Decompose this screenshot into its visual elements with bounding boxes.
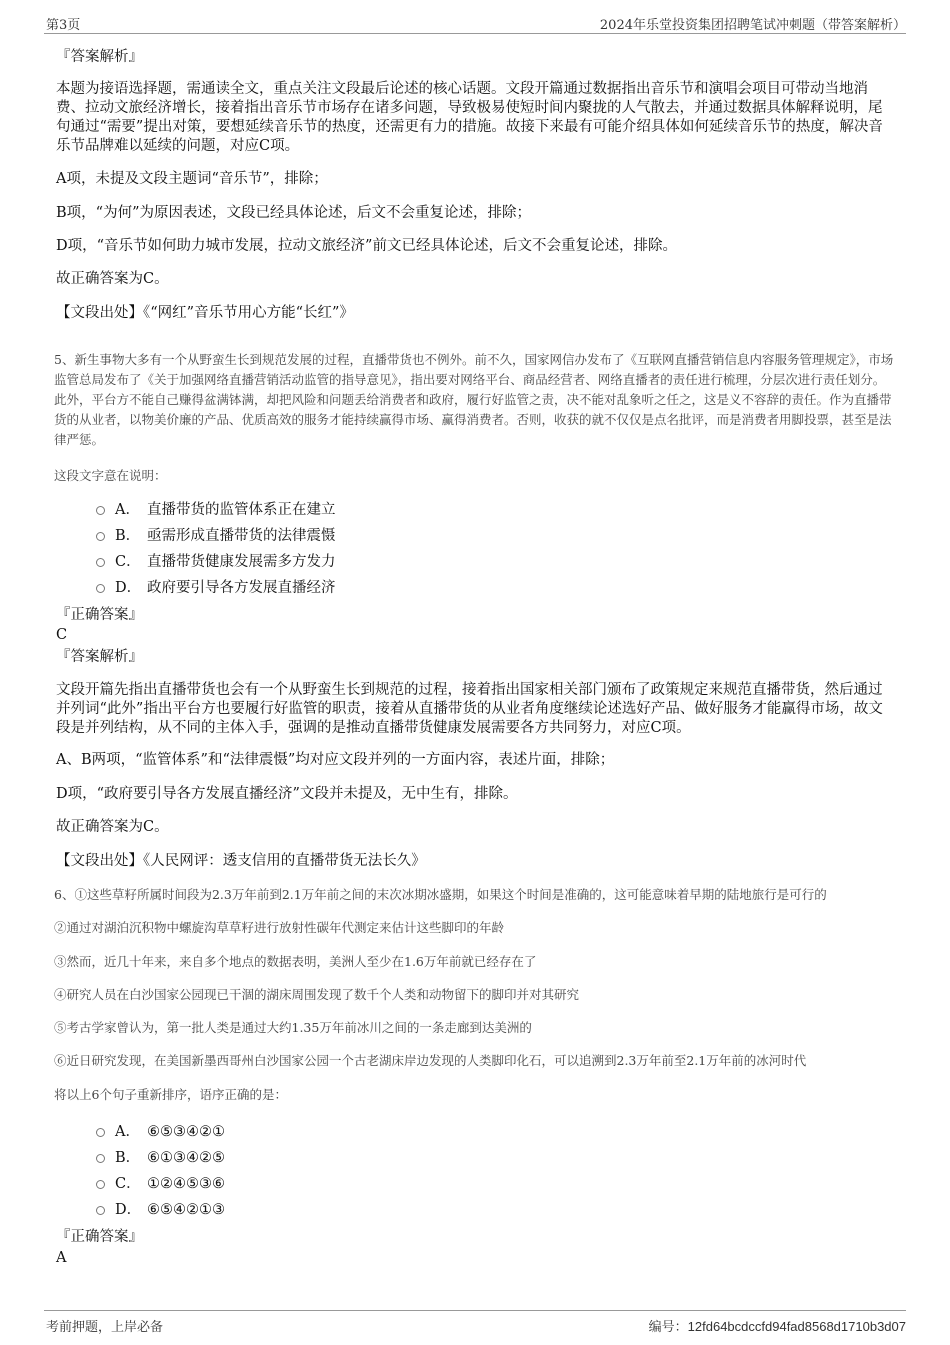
explanation-b: B项，“为何”为原因表述，文段已经具体论述，后文不会重复论述，排除；: [56, 205, 531, 221]
option-letter: C．: [115, 1176, 141, 1192]
question-6-prompt: 将以上6个句子重新排序，语序正确的是：: [54, 1087, 287, 1102]
question-5-option-a[interactable]: [96, 500, 336, 520]
option-text: ⑥⑤③④②①: [147, 1124, 225, 1140]
page-number: 第3页: [46, 18, 81, 33]
option-letter: B．: [115, 528, 141, 544]
question-6-sentence-1: 6、①这些草籽所属时间段为2.3万年前到2.1万年前之间的末次冰期冰盛期，如果这个时间是准确的，这可能意味着早期的陆地旅行是可行的: [54, 887, 827, 902]
option-text: 政府要引导各方发展直播经济: [147, 580, 336, 596]
question-6-sentence-6: ⑥近日研究发现，在美国新墨西哥州白沙国家公园一个古老湖床岸边发现的人类脚印化石，可以追溯到2.3万年前至2.1万年前的冰河时代: [54, 1053, 807, 1068]
question-6-sentence-2: ②通过对湖泊沉积物中螺旋沟草草籽进行放射性碳年代测定来估计这些脚印的年龄: [54, 920, 505, 935]
conclusion: 故正确答案为C。: [56, 819, 169, 835]
option-letter: A．: [115, 502, 140, 518]
question-6-option-d[interactable]: [96, 1200, 225, 1220]
footer-slogan: 考前押题，上岸必备: [46, 1320, 164, 1335]
header-divider: [44, 33, 906, 34]
radio-icon[interactable]: [96, 584, 105, 593]
id-code: 12fd64bcdccfd94fad8568d1710b3d07: [687, 1319, 906, 1334]
explanation-ab: A、B两项，“监管体系”和“法律震慑”均对应文段并列的一方面内容，表述片面，排除；: [56, 752, 615, 768]
footer-document-id: [649, 1316, 906, 1335]
radio-icon[interactable]: [96, 1180, 105, 1189]
option-text: ①②④⑤③⑥: [147, 1176, 225, 1192]
option-text: ⑥⑤④②①③: [147, 1202, 225, 1218]
analysis-label: 『答案解析』: [56, 649, 143, 665]
radio-icon[interactable]: [96, 1154, 105, 1163]
explanation-d: D项，“政府要引导各方发展直播经济”文段并未提及，无中生有，排除。: [56, 786, 518, 802]
footer-divider: [44, 1310, 906, 1311]
option-text: 亟需形成直播带货的法律震慑: [147, 528, 336, 544]
correct-answer: C: [56, 627, 68, 643]
conclusion: 故正确答案为C。: [56, 271, 169, 287]
question-5-option-b[interactable]: [96, 526, 336, 546]
question-6-sentence-3: ③然而，近几十年来，来自多个地点的数据表明，美洲人至少在1.6万年前就已经存在了: [54, 954, 537, 969]
explanation-d: D项，“音乐节如何助力城市发展，拉动文旅经济”前文已经具体论述，后文不会重复论述，排除。: [56, 238, 677, 254]
question-6-option-b[interactable]: [96, 1148, 225, 1168]
id-label: 编号：: [648, 1320, 688, 1335]
page-header: [0, 0, 950, 34]
correct-answer-label: 『正确答案』: [56, 607, 143, 623]
correct-answer-label: 『正确答案』: [56, 1229, 143, 1245]
analysis-text: 本题为接语选择题，需通读全文，重点关注文段最后论述的核心话题。文段开篇通过数据指出音乐节和演唱会项目可带动当地消费、拉动文旅经济增长，接着指出音乐节市场存在诸多问题，导致极易使短时间内聚拢的人气散去，并通过数据具体解释说明，尾句通过“需要”提出对策，要想延续音乐节的热度，还需更有力的措施。故接下来最有可能介绍具体如何延续音乐节的热度，解决音乐节品牌难以延续的问题，对应C项。: [56, 81, 883, 154]
question-5-option-c[interactable]: [96, 552, 336, 572]
option-letter: D．: [115, 580, 142, 596]
source-citation: 【文段出处】《“网红”音乐节用心方能“长红”》: [56, 305, 354, 321]
option-text: 直播带货健康发展需多方发力: [147, 554, 336, 570]
question-6-option-c[interactable]: [96, 1174, 225, 1194]
correct-answer: A: [56, 1250, 67, 1266]
radio-icon[interactable]: [96, 558, 105, 567]
explanation-a: A项，未提及文段主题词“音乐节”，排除；: [56, 171, 328, 187]
radio-icon[interactable]: [96, 1128, 105, 1137]
question-5-option-d[interactable]: [96, 578, 336, 598]
option-text: ⑥①③④②⑤: [147, 1150, 225, 1166]
question-5-stem: 5、新生事物大多有一个从野蛮生长到规范发展的过程，直播带货也不例外。前不久，国家网信办发布了《互联网直播营销信息内容服务管理规定》，市场监管总局发布了《关于加强网络直播营销活动监管的指导意见》，指出要对网络平台、商品经营者、网络直播者的责任进行梳理，分层次进行责任划分。此外，平台方不能自己赚得盆满钵满，却把风险和问题丢给消费者和政府，履行好监管之责，决不能对乱象听之任之，这是义不容辞的责任。作为直播带货的从业者，以物美价廉的产品、优质高效的服务才能持续赢得市场、赢得消费者。否则，收获的就不仅仅是点名批评，而是消费者用脚投票，甚至是法律严惩。: [54, 352, 894, 447]
radio-icon[interactable]: [96, 1206, 105, 1215]
question-6-sentence-4: ④研究人员在白沙国家公园现已干涸的湖床周围发现了数千个人类和动物留下的脚印并对其研究: [54, 987, 580, 1002]
option-letter: C．: [115, 554, 141, 570]
option-text: 直播带货的监管体系正在建立: [147, 502, 336, 518]
source-citation: 【文段出处】《人民网评：透支信用的直播带货无法长久》: [56, 853, 426, 869]
radio-icon[interactable]: [96, 532, 105, 541]
option-letter: D．: [115, 1202, 142, 1218]
question-5-prompt: 这段文字意在说明：: [54, 468, 167, 483]
option-letter: A．: [115, 1124, 140, 1140]
question-6-option-a[interactable]: [96, 1122, 225, 1142]
analysis-label: 『答案解析』: [56, 49, 143, 65]
analysis-text: 文段开篇先指出直播带货也会有一个从野蛮生长到规范的过程，接着指出国家相关部门颁布了政策规定来规范直播带货，然后通过并列词“此外”指出平台方也要履行好监管的职责，接着从直播带货的从业者角度继续论述选好产品、做好服务才能赢得市场，故文段是并列结构，从不同的主体入手，强调的是推动直播带货健康发展需要各方共同努力，对应C项。: [56, 682, 883, 736]
document-title: 2024年乐堂投资集团招聘笔试冲刺题（带答案解析）: [599, 18, 906, 33]
option-letter: B．: [115, 1150, 141, 1166]
question-6-sentence-5: ⑤考古学家曾认为，第一批人类是通过大约1.35万年前冰川之间的一条走廊到达美洲的: [54, 1020, 532, 1035]
radio-icon[interactable]: [96, 506, 105, 515]
